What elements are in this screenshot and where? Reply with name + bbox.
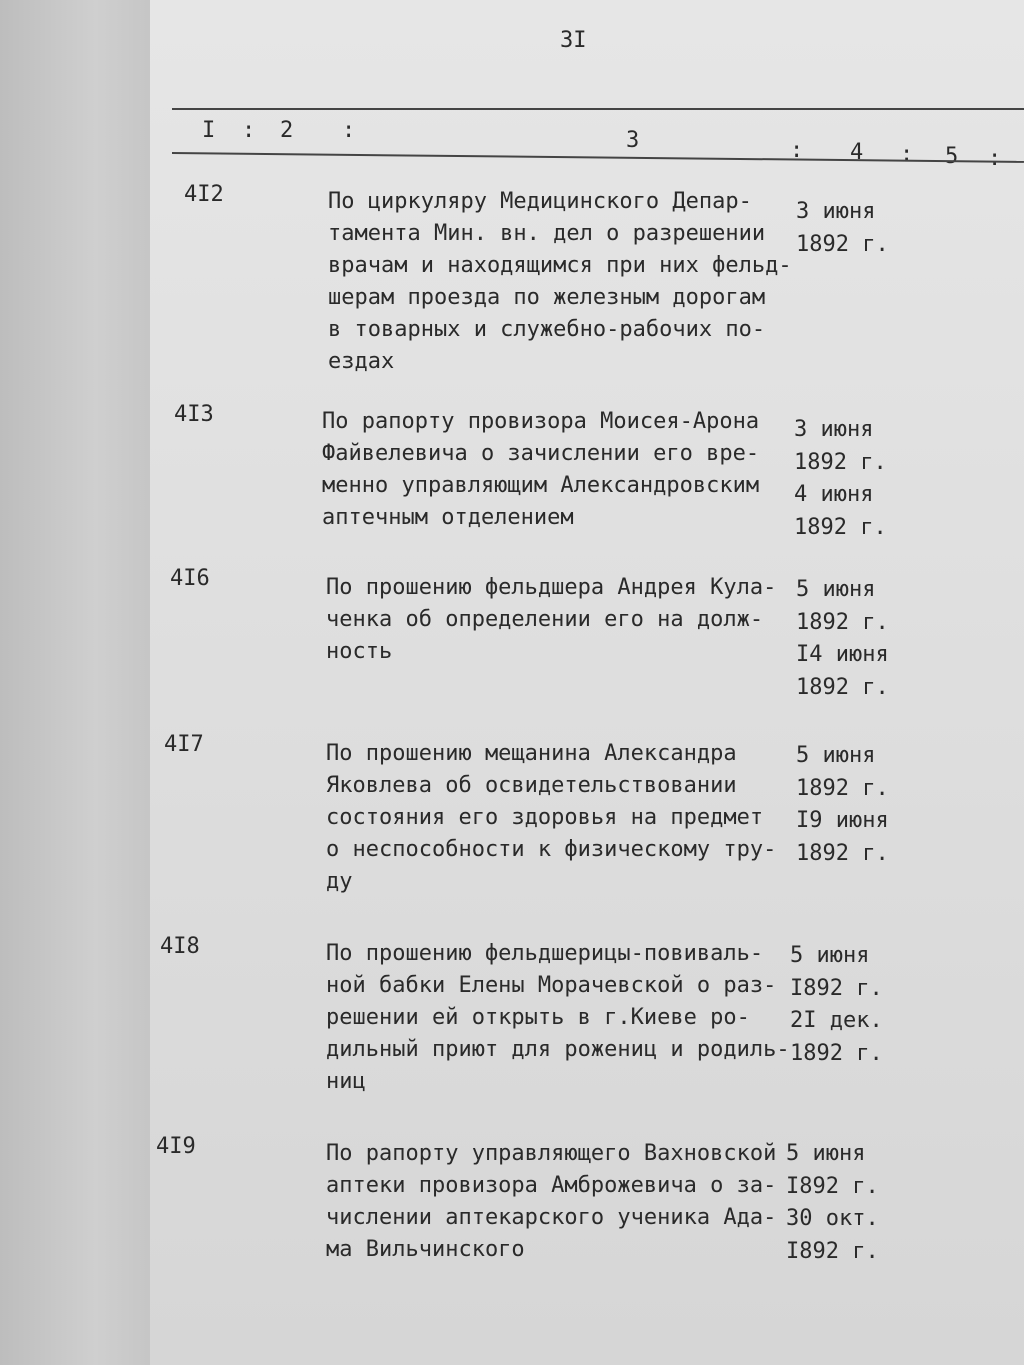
entry-line: По прошению мещанина Александра xyxy=(326,741,737,766)
entry-line: состояния его здоровья на предмет xyxy=(326,805,764,830)
entry-number: 4I8 xyxy=(160,934,200,959)
entry-date: 1892 г. xyxy=(796,609,889,635)
entry-date: I892 г. xyxy=(790,975,883,1001)
entry-line: Файвелевича о зачислении его вре- xyxy=(322,441,760,466)
entry-number: 4I9 xyxy=(156,1134,196,1159)
column-separator: : xyxy=(242,118,256,143)
entry-date: 5 июня xyxy=(796,743,876,768)
entry-line: менно управляющим Александровским xyxy=(322,473,760,498)
entry-line: аптечным отделением xyxy=(322,505,574,530)
entry-line: ной бабки Елены Морачевской о раз- xyxy=(326,973,777,998)
entry-date: 1892 г. xyxy=(796,840,889,866)
entry-description xyxy=(326,1138,796,1266)
entry-date: I892 г. xyxy=(786,1173,879,1199)
entry-date: 1892 г. xyxy=(794,514,887,540)
entry-date: 1892 г. xyxy=(796,674,889,700)
entry-date: 1892 г. xyxy=(796,231,889,257)
entry-date: 1892 г. xyxy=(796,775,889,801)
entry-date: 1892 г. xyxy=(794,449,887,475)
entry-dates xyxy=(796,740,889,870)
entry-dates xyxy=(790,940,883,1070)
entry-line: ма Вильчинского xyxy=(326,1237,525,1262)
entry-line: По прошению фельдшера Андрея Кула- xyxy=(326,575,777,600)
entry-description xyxy=(326,738,796,898)
entry-line: шерам проезда по железным дорогам xyxy=(328,285,766,310)
entry-line: тамента Мин. вн. дел о разрешении xyxy=(328,221,766,246)
header-rule-bottom xyxy=(172,152,1024,163)
column-header-3: 3 xyxy=(626,128,640,153)
entry-number: 4I2 xyxy=(184,182,224,207)
column-separator: : xyxy=(988,146,1002,171)
entry-description xyxy=(328,186,798,378)
entry-line: Яковлева об освидетельствовании xyxy=(326,773,737,798)
entry-dates xyxy=(796,196,889,261)
entry-date: 5 июня xyxy=(796,577,876,602)
column-header-5: 5 xyxy=(945,144,959,169)
entry-dates xyxy=(786,1138,879,1268)
entry-date: 3 июня xyxy=(794,417,874,442)
column-separator: : xyxy=(790,138,804,163)
entry-number: 4I6 xyxy=(170,566,210,591)
entry-date: 5 июня xyxy=(786,1141,866,1166)
entry-number: 4I3 xyxy=(174,402,214,427)
entry-line: числении аптекарского ученика Ада- xyxy=(326,1205,777,1230)
entry-line: в товарных и служебно-рабочих по- xyxy=(328,317,766,342)
column-header-1: I xyxy=(202,118,216,143)
entry-line: ездах xyxy=(328,349,395,374)
entry-line: аптеки провизора Амброжевича о за- xyxy=(326,1173,777,1198)
column-header-4: 4 xyxy=(850,140,864,165)
entry-date: 4 июня xyxy=(794,482,874,507)
facing-page-edge xyxy=(0,0,162,1365)
page-number: 3I xyxy=(560,28,587,53)
entry-line: ность xyxy=(326,639,393,664)
entry-description xyxy=(326,938,796,1098)
entry-dates xyxy=(796,574,889,704)
entry-line: ченка об определении его на долж- xyxy=(326,607,764,632)
entry-date: I892 г. xyxy=(786,1238,879,1264)
entry-line: По циркуляру Медицинского Депар- xyxy=(328,189,752,214)
entry-description xyxy=(326,572,796,668)
column-separator: : xyxy=(900,142,914,167)
entry-line: врачам и находящимся при них фельд- xyxy=(328,253,792,278)
entry-line: ниц xyxy=(326,1069,366,1094)
entry-date: I4 июня xyxy=(796,642,889,667)
archive-page xyxy=(150,0,1024,1365)
column-header-2: 2 xyxy=(280,118,294,143)
entry-date: 3 июня xyxy=(796,199,876,224)
entry-description xyxy=(322,406,792,534)
entry-number: 4I7 xyxy=(164,732,204,757)
entry-line: о неспособности к физическому тру- xyxy=(326,837,777,862)
entry-date: 30 окт. xyxy=(786,1206,879,1231)
column-separator: : xyxy=(342,118,356,143)
entry-date: 1892 г. xyxy=(790,1040,883,1066)
entry-line: дильный приют для рожениц и родиль- xyxy=(326,1037,790,1062)
entry-date: 2I дек. xyxy=(790,1008,883,1033)
entry-line: ду xyxy=(326,869,353,894)
entry-line: По прошению фельдшерицы-повиваль- xyxy=(326,941,764,966)
entry-line: По рапорту провизора Моисея-Арона xyxy=(322,409,760,434)
header-rule-top xyxy=(172,108,1024,110)
entry-date: 5 июня xyxy=(790,943,870,968)
entry-dates xyxy=(794,414,887,544)
entry-line: решении ей открыть в г.Киеве ро- xyxy=(326,1005,750,1030)
entry-date: I9 июня xyxy=(796,808,889,833)
entry-line: По рапорту управляющего Вахновской xyxy=(326,1141,777,1166)
